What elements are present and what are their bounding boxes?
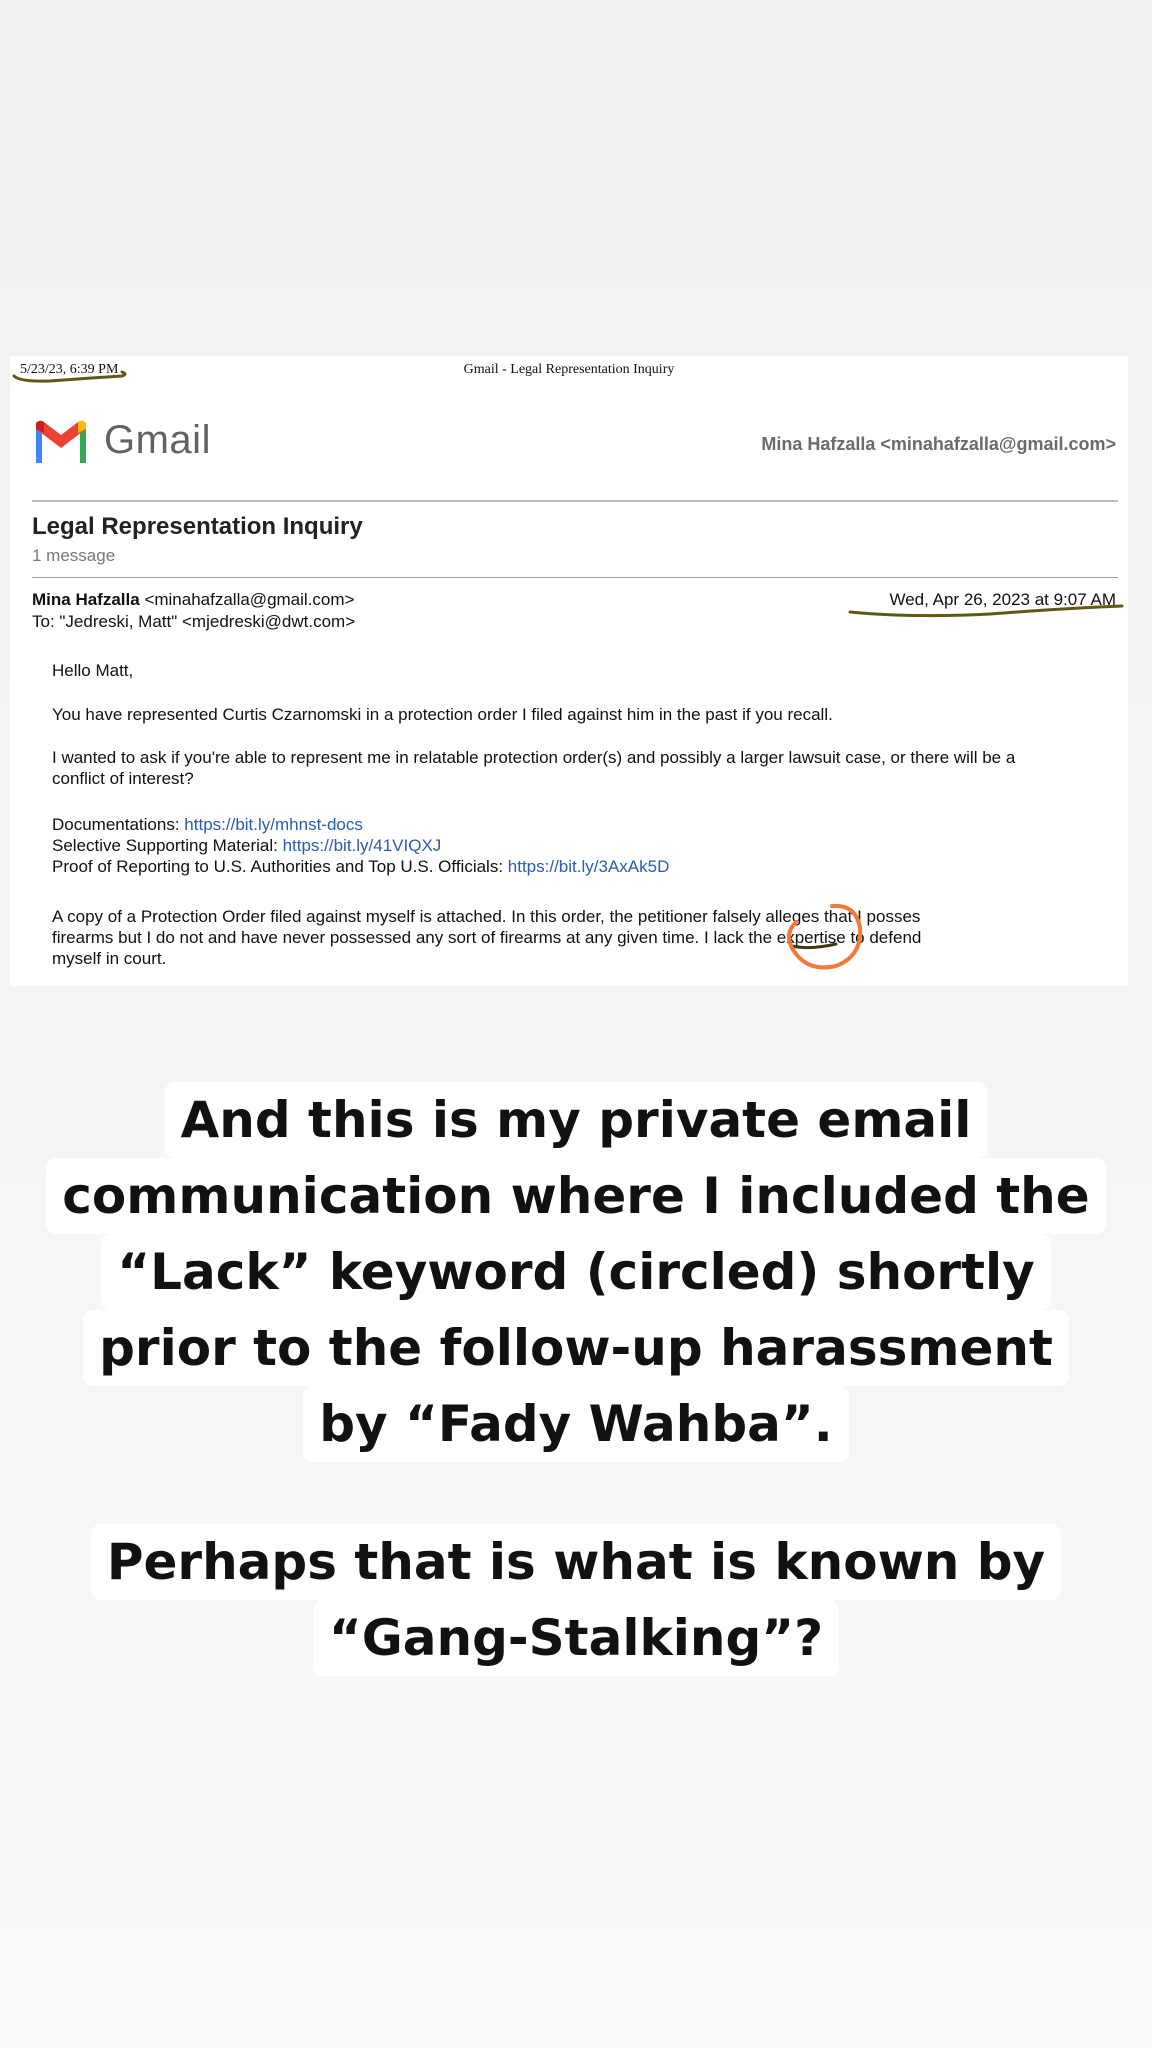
- account-address: Mina Hafzalla <minahafzalla@gmail.com>: [761, 434, 1116, 454]
- print-header-title: Gmail - Legal Representation Inquiry: [463, 362, 675, 377]
- proof-of-reporting-line: [52, 856, 1068, 877]
- paragraph-2: I wanted to ask if you're able to represent me in relatable protection order(s) and possibly a larger lawsuit case, or there will be a conflict of interest?: [52, 748, 1016, 788]
- subject-divider: [32, 577, 1118, 578]
- greeting: Hello Matt,: [52, 661, 134, 680]
- documentation-line: [52, 814, 1068, 835]
- paragraph-3-line-2: firearms but I do not and have never possessed any sort of firearms at any given time. I lack the expertise to defend: [52, 928, 922, 947]
- sender-line: [32, 590, 354, 610]
- email-subject: Legal Representation Inquiry: [32, 513, 363, 540]
- caption-line-6: Perhaps that is what is known by: [91, 1524, 1061, 1600]
- sent-date: Wed, Apr 26, 2023 at 9:07 AM: [889, 590, 1116, 609]
- print-timestamp: 5/23/23, 6:39 PM: [20, 362, 119, 377]
- proof-of-reporting-label: Proof of Reporting to U.S. Authorities and Top U.S. Officials:: [52, 857, 508, 876]
- caption-line-3: “Lack” keyword (circled) shortly: [101, 1234, 1050, 1310]
- paragraph-3-line-3: myself in court.: [52, 949, 167, 968]
- caption-line-7: “Gang-Stalking”?: [313, 1600, 839, 1676]
- caption-line-2: communication where I included the: [46, 1158, 1105, 1234]
- email-printout: [10, 356, 1128, 986]
- supporting-material-link[interactable]: https://bit.ly/41VIQXJ: [282, 836, 442, 855]
- paragraph-3-line-1: A copy of a Protection Order filed against myself is attached. In this order, the petitioner falsely alleges that I posses: [52, 907, 921, 926]
- caption-line-1: And this is my private email: [165, 1082, 988, 1158]
- caption-question: [0, 1524, 1152, 1676]
- message-count: 1 message: [32, 546, 116, 565]
- gmail-m-icon: [32, 419, 90, 463]
- gmail-logo: [32, 418, 211, 463]
- supporting-material-label: Selective Supporting Material:: [52, 836, 283, 855]
- gmail-wordmark: Gmail: [104, 418, 211, 462]
- sender-name: Mina Hafzalla: [32, 590, 140, 609]
- caption-line-4: prior to the follow-up harassment: [83, 1310, 1069, 1386]
- sender-email: <minahafzalla@gmail.com>: [144, 590, 355, 609]
- proof-of-reporting-link[interactable]: https://bit.ly/3AxAk5D: [507, 857, 670, 876]
- caption-line-5: by “Fady Wahba”.: [303, 1386, 849, 1462]
- header-divider: [32, 500, 1118, 502]
- paragraph-1: You have represented Curtis Czarnomski in a protection order I filed against him in the past if you recall.: [52, 705, 833, 724]
- caption-text: [0, 1082, 1152, 1462]
- documentation-link[interactable]: https://bit.ly/mhnst-docs: [184, 815, 363, 834]
- recipient-line: To: "Jedreski, Matt" <mjedreski@dwt.com>: [32, 612, 356, 631]
- supporting-material-line: [52, 835, 1068, 856]
- documentation-label: Documentations:: [52, 815, 185, 834]
